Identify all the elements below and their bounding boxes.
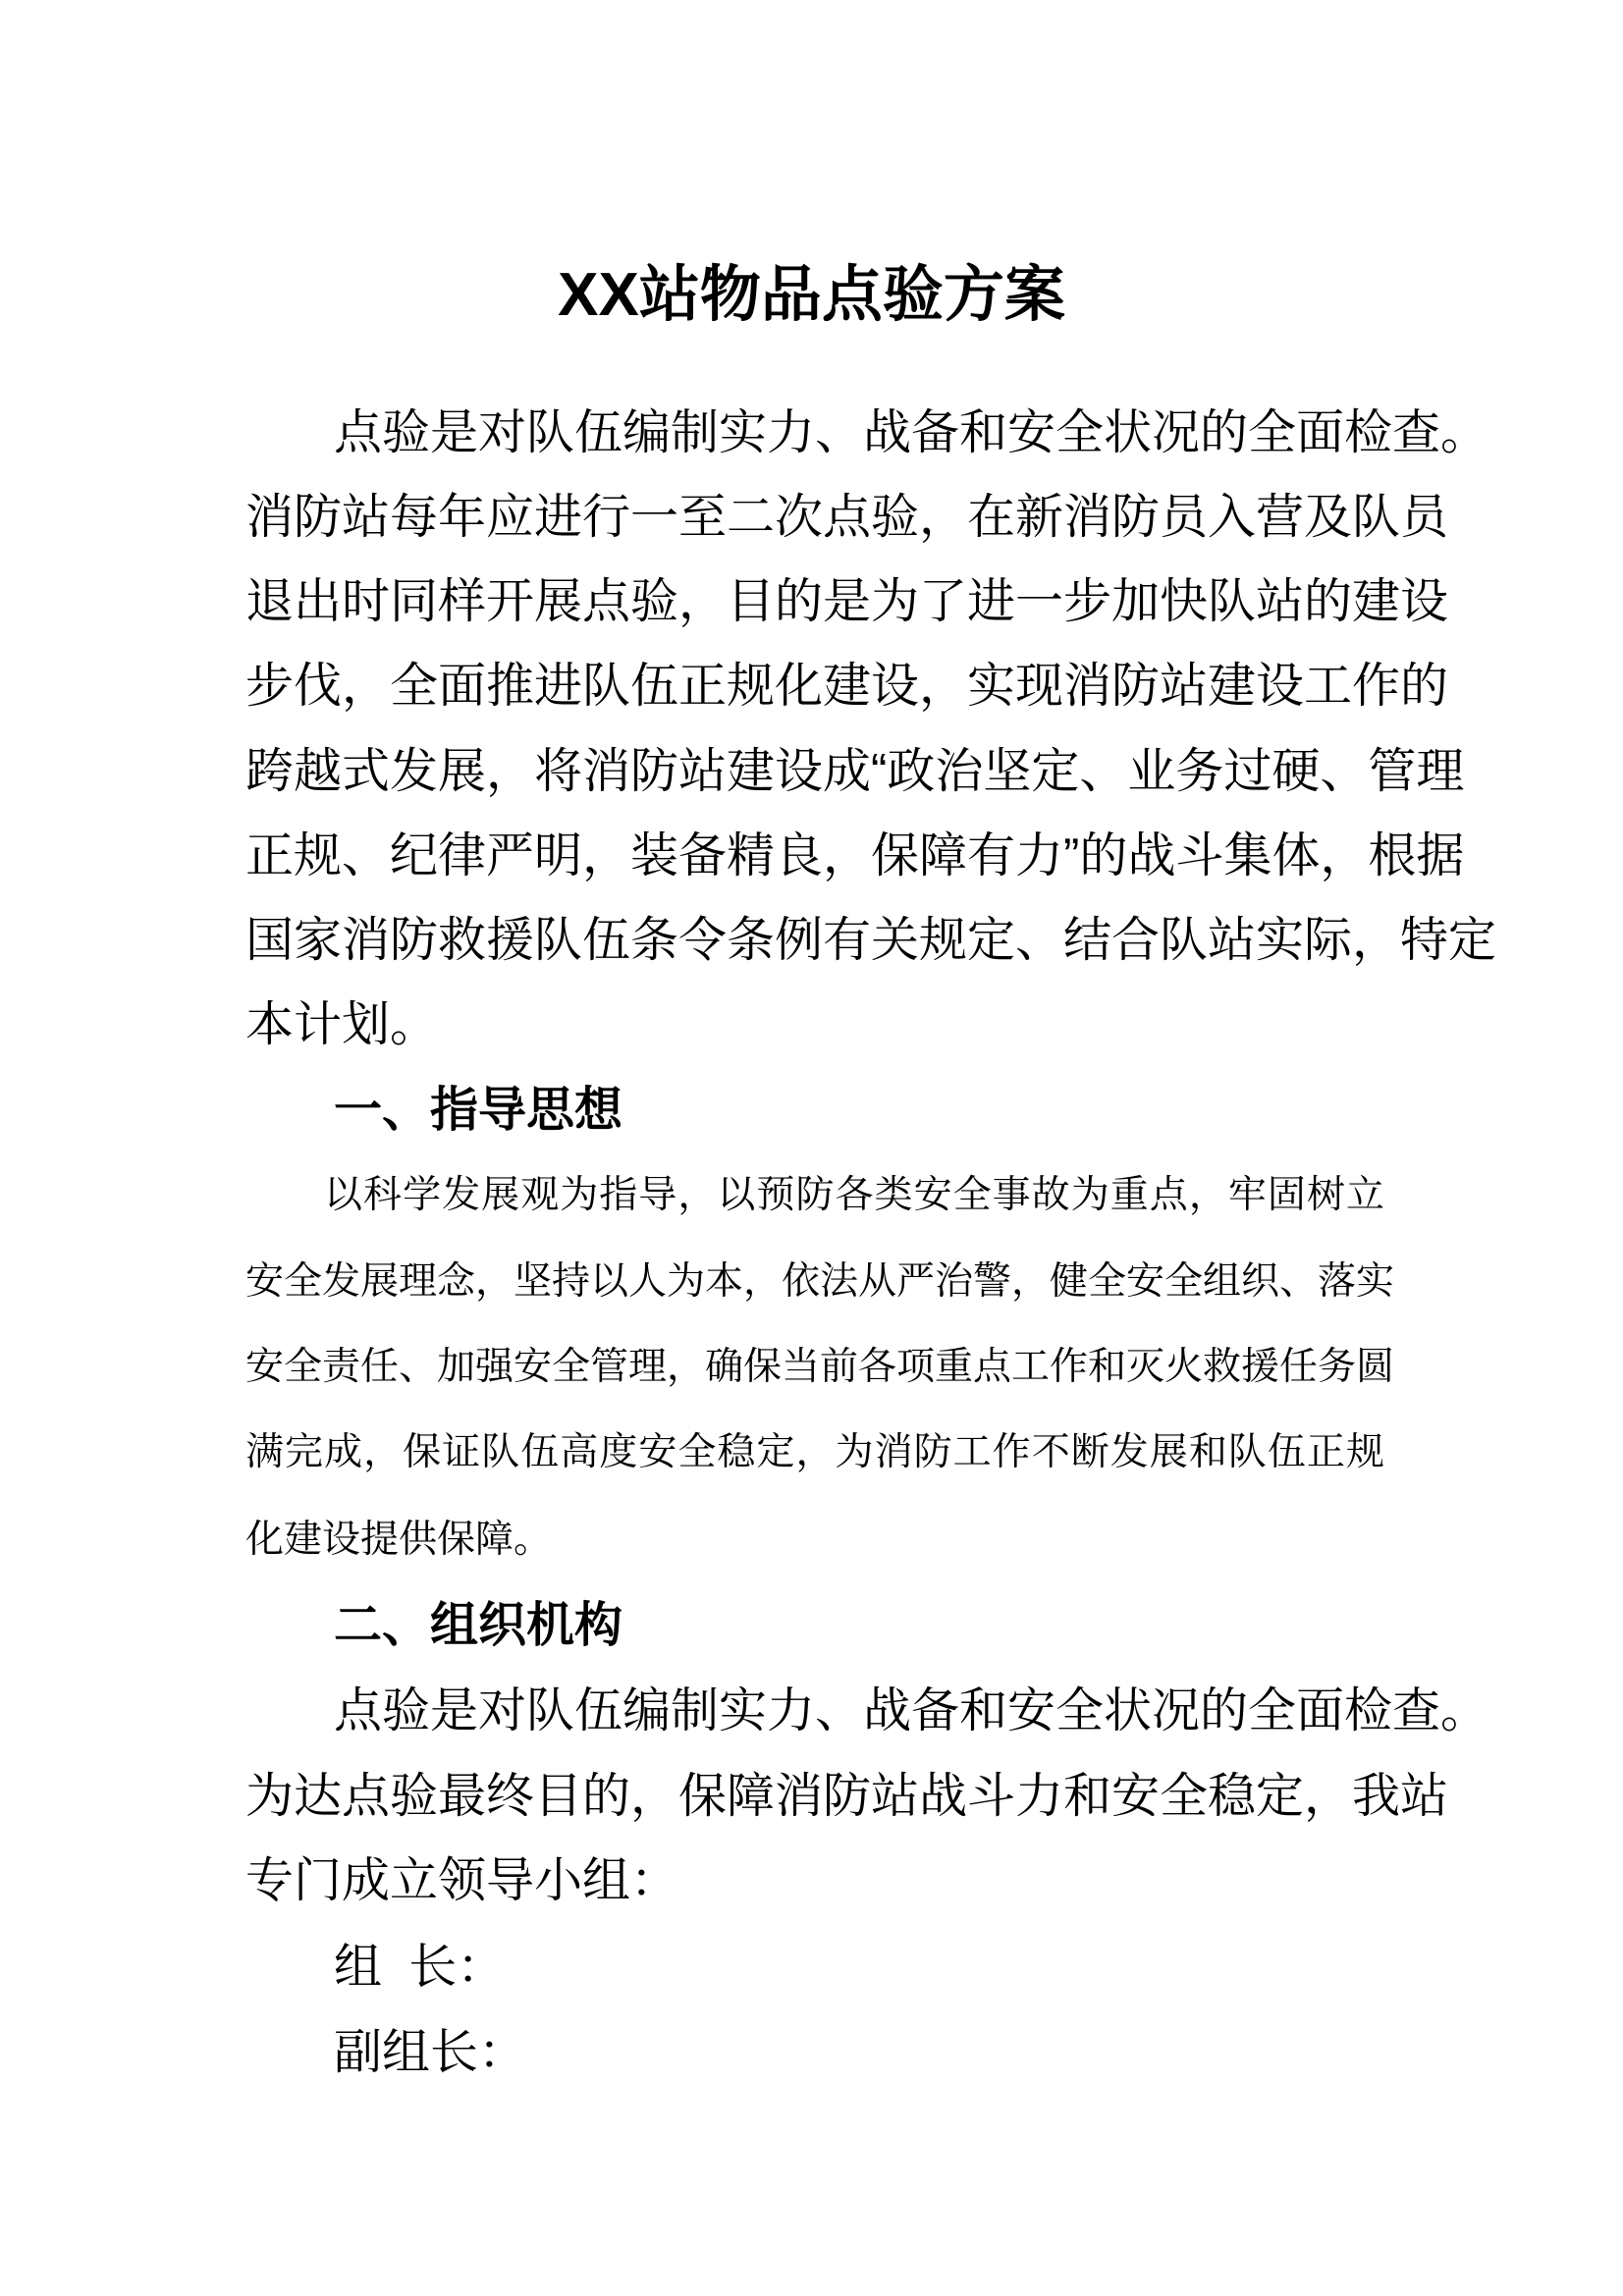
intro-line: 正规、纪律严明，装备精良，保障有力”的战斗集体，根据	[245, 829, 1465, 882]
section1-line: 满完成，保证队伍高度安全稳定，为消防工作不断发展和队伍正规	[245, 1431, 1384, 1473]
section1-line: 安全发展理念，坚持以人为本，依法从严治警，健全安全组织、落实	[245, 1260, 1395, 1303]
section1-line: 以科学发展观为指导，以预防各类安全事故为重点，牢固树立	[324, 1174, 1384, 1216]
deputy-leader-label: 副组长：	[334, 2026, 527, 2079]
section-heading-guiding-ideology: 一、指导思想	[334, 1084, 623, 1137]
section2-line: 点验是对队伍编制实力、战备和安全状况的全面检查。	[334, 1684, 1489, 1737]
intro-line: 跨越式发展，将消防站建设成“政治坚定、业务过硬、管理	[245, 745, 1465, 798]
intro-line: 步伐，全面推进队伍正规化建设，实现消防站建设工作的	[245, 660, 1449, 713]
intro-line: 本计划。	[245, 998, 439, 1051]
intro-line: 点验是对队伍编制实力、战备和安全状况的全面检查。	[334, 406, 1489, 459]
document-title: XX站物品点验方案	[558, 261, 1065, 329]
leader-label: 组 长：	[334, 1941, 506, 1994]
intro-line: 消防站每年应进行一至二次点验，在新消防员入营及队员	[245, 491, 1449, 544]
intro-line: 退出时同样开展点验，目的是为了进一步加快队站的建设	[245, 575, 1449, 628]
section1-line: 安全责任、加强安全管理，确保当前各项重点工作和灭火救援任务圆	[245, 1346, 1395, 1388]
section2-line: 为达点验最终目的，保障消防站战斗力和安全稳定，我站	[245, 1770, 1449, 1823]
section2-line: 专门成立领导小组：	[245, 1854, 679, 1907]
section-heading-organization: 二、组织机构	[334, 1599, 623, 1652]
intro-line: 国家消防救援队伍条令条例有关规定、结合队站实际，特定	[245, 914, 1497, 967]
section1-line: 化建设提供保障。	[245, 1519, 553, 1561]
